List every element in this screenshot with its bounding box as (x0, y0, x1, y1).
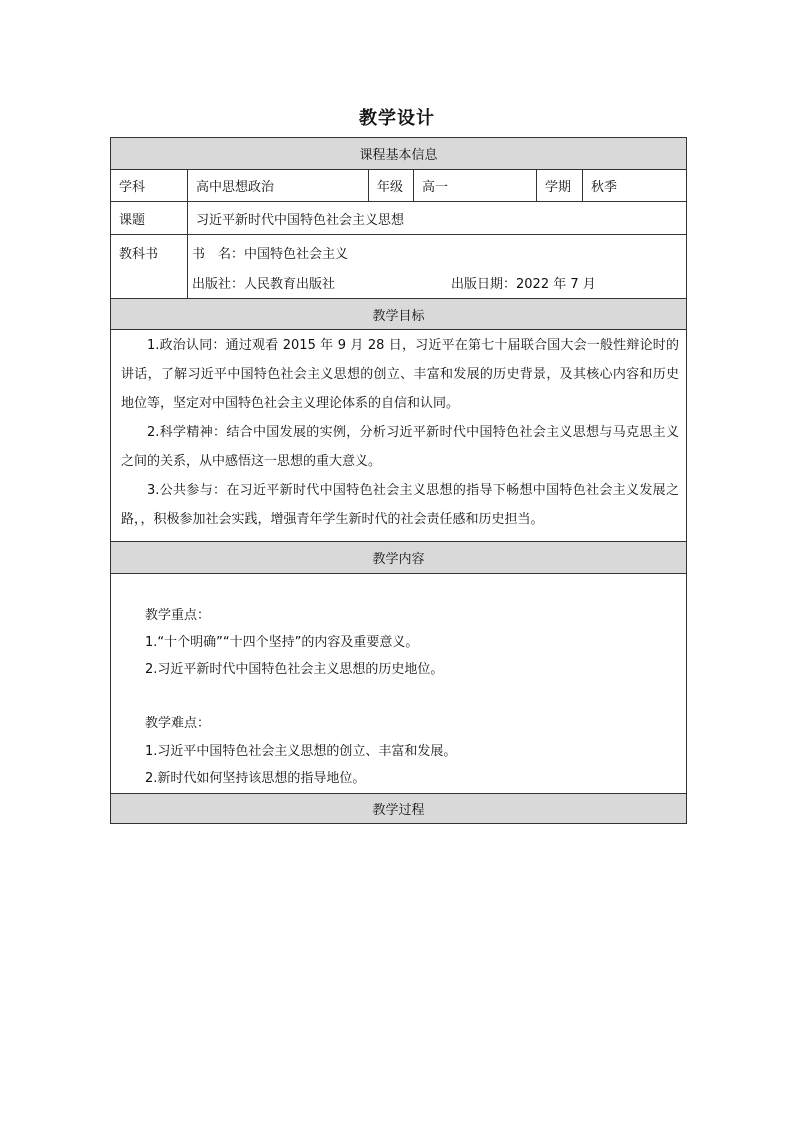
textbook-label: 教科书 (119, 247, 159, 262)
difficult-point-item: 2.新时代如何坚持该思想的指导地位。 (145, 771, 366, 786)
content-header (111, 542, 686, 574)
term-label: 学期 (536, 170, 582, 201)
content-header-label: 教学内容 (372, 552, 425, 567)
objectives-body (111, 330, 686, 542)
textbook-details (187, 235, 686, 298)
topic-label: 课题 (119, 212, 146, 228)
key-point-item: 1.“十个明确”“十四个坚持”的内容及重要意义。 (145, 635, 419, 650)
process-header-label: 教学过程 (372, 803, 425, 818)
subject-label: 学科 (119, 180, 146, 195)
basic-info-header-label: 课程基本信息 (359, 148, 438, 163)
book-name: 书 名：中国特色社会主义 (192, 247, 349, 262)
objectives-header (111, 299, 686, 330)
topic-value: 习近平新时代中国特色社会主义思想 (187, 202, 686, 234)
objective-item: 2.科学精神：结合中国发展的实例，分析习近平新时代中国特色社会主义思想与马克思主义之间的关系，从中感悟这一思想的重大意义。 (121, 425, 679, 469)
publish-date: 出版日期：2022 年 7 月 (451, 277, 596, 292)
document-title: 教学设计 (359, 108, 435, 129)
basic-info-header (111, 138, 686, 170)
content-body (111, 574, 686, 794)
objectives-header-label: 教学目标 (372, 308, 425, 324)
key-points-label: 教学重点： (145, 608, 211, 623)
difficult-point-item: 1.习近平中国特色社会主义思想的创立、丰富和发展。 (145, 744, 457, 759)
textbook-row (111, 235, 686, 299)
objective-item: 1.政治认同：通过观看 2015 年 9 月 28 日，习近平在第七十届联合国大会一般性辩论时的讲话，了解习近平中国特色社会主义思想的创立、丰富和发展的历史背景，及其核心内容和历史地位等，坚定对中国特色社会主义理论体系的自信和认同。 (121, 338, 679, 411)
lesson-plan-table (110, 137, 687, 824)
key-point-item: 2.习近平新时代中国特色社会主义思想的历史地位。 (145, 662, 444, 677)
grade-label: 年级 (368, 170, 413, 201)
topic-row (111, 202, 686, 235)
process-header (111, 794, 686, 823)
grade-value: 高一 (413, 170, 536, 201)
difficult-points-label: 教学难点： (145, 716, 211, 731)
publisher: 出版社：人民教育出版社 (192, 277, 336, 292)
subject-value: 高中思想政治 (187, 170, 368, 201)
subject-row (111, 170, 686, 202)
term-value: 秋季 (582, 170, 686, 201)
objective-item: 3.公共参与：在习近平新时代中国特色社会主义思想的指导下畅想中国特色社会主义发展之路，，积极参加社会实践，增强青年学生新时代的社会责任感和历史担当。 (121, 483, 679, 527)
